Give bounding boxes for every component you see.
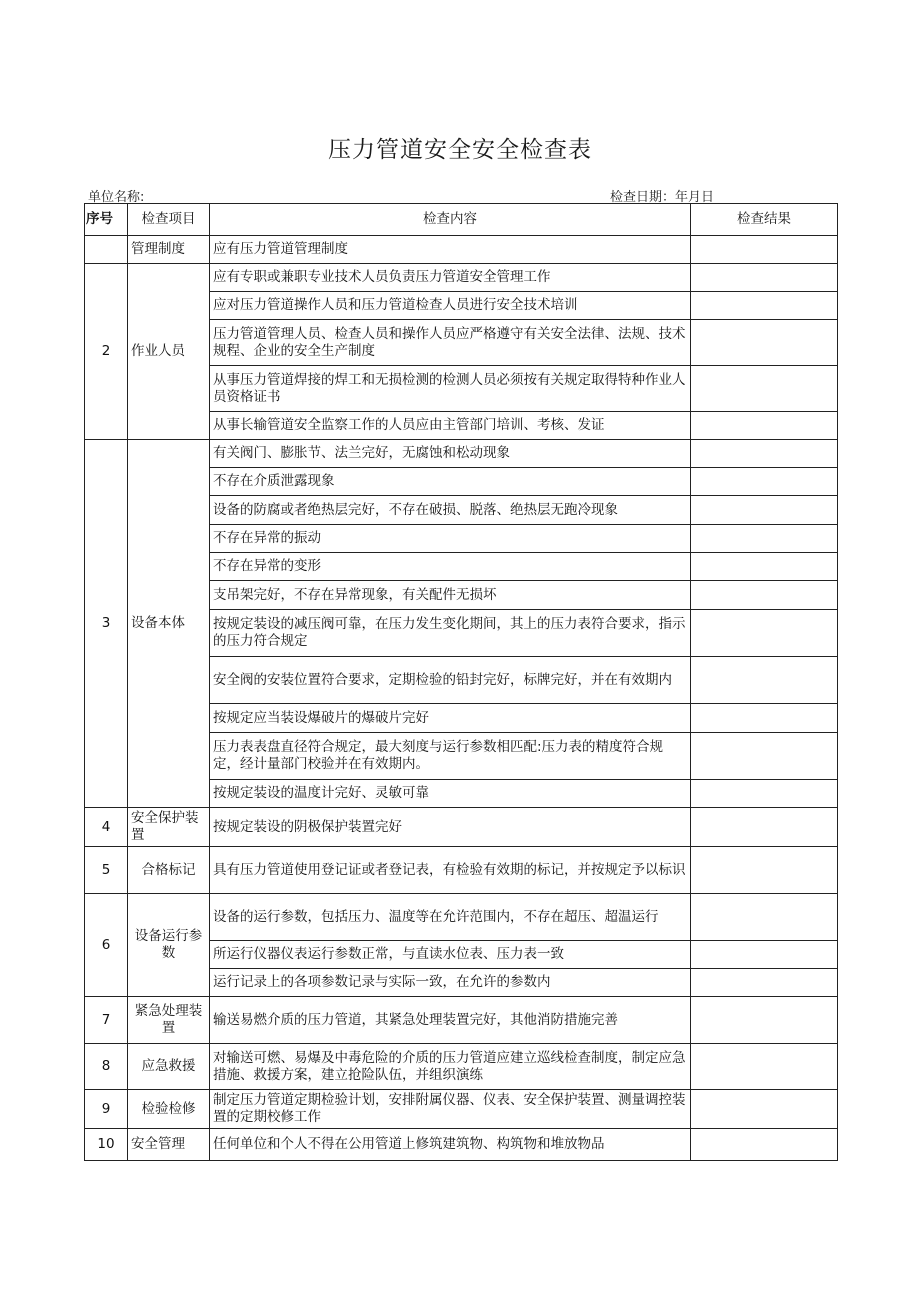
check-content: 制定压力管道定期检验计划，安排附属仪器、仪表、安全保护装置、测量调控装置的定期校修工作 (210, 1090, 691, 1129)
check-result-cell[interactable] (691, 320, 838, 366)
check-content: 输送易燃介质的压力管道，其紧急处理装置完好，其他消防措施完善 (210, 997, 691, 1044)
check-result-cell[interactable] (691, 704, 838, 733)
inspection-date-label: 检查日期：年月日 (610, 190, 715, 205)
check-result-cell[interactable] (691, 780, 838, 808)
section-item: 管理制度 (128, 236, 210, 264)
check-content: 应有压力管道管理制度 (210, 236, 691, 264)
section-number: 7 (85, 997, 128, 1044)
check-content: 不存在异常的振动 (210, 525, 691, 553)
check-content: 支吊架完好，不存在异常现象，有关配件无损坏 (210, 581, 691, 610)
check-result-cell[interactable] (691, 808, 838, 847)
check-content: 运行记录上的各项参数记录与实际一致，在允许的参数内 (210, 969, 691, 997)
header-row (85, 204, 838, 236)
check-content: 不存在介质泄露现象 (210, 468, 691, 496)
check-content: 按规定装设的温度计完好、灵敏可靠 (210, 780, 691, 808)
header-no: 序号 (85, 204, 128, 236)
table-row (85, 847, 838, 894)
section-number: 9 (85, 1090, 128, 1129)
check-content: 对输送可燃、易爆及中毒危险的介质的压力管道应建立巡线检查制度，制定应急措施、救援方案，建立抢险队伍，并组织演练 (210, 1044, 691, 1090)
check-result-cell[interactable] (691, 847, 838, 894)
section-number: 10 (85, 1129, 128, 1161)
inspection-table (84, 203, 838, 1161)
check-content: 任何单位和个人不得在公用管道上修筑建筑物、构筑物和堆放物品 (210, 1129, 691, 1161)
check-content: 压力表表盘直径符合规定，最大刻度与运行参数相匹配:压力表的精度符合规定，经计量部门校验并在有效期内。 (210, 733, 691, 780)
table-row (85, 1044, 838, 1090)
section-number: 2 (85, 264, 128, 440)
section-item: 设备运行参数 (128, 894, 210, 997)
check-result-cell[interactable] (691, 969, 838, 997)
check-result-cell[interactable] (691, 941, 838, 969)
section-item: 安全保护装置 (128, 808, 210, 847)
table-row (85, 236, 838, 264)
section-item: 检验检修 (128, 1090, 210, 1129)
check-result-cell[interactable] (691, 581, 838, 610)
table-row (85, 1129, 838, 1161)
header-result: 检查结果 (691, 204, 838, 236)
table-row (85, 264, 838, 292)
check-result-cell[interactable] (691, 1090, 838, 1129)
section-item: 紧急处理装置 (128, 997, 210, 1044)
check-result-cell[interactable] (691, 553, 838, 581)
check-result-cell[interactable] (691, 366, 838, 412)
check-result-cell[interactable] (691, 496, 838, 525)
section-number (85, 236, 128, 264)
section-item: 应急救援 (128, 1044, 210, 1090)
check-result-cell[interactable] (691, 657, 838, 704)
section-number: 4 (85, 808, 128, 847)
check-content: 所运行仪器仪表运行参数正常，与直读水位表、压力表一致 (210, 941, 691, 969)
check-result-cell[interactable] (691, 1129, 838, 1161)
table-row (85, 808, 838, 847)
check-result-cell[interactable] (691, 733, 838, 780)
check-result-cell[interactable] (691, 894, 838, 941)
header-item: 检查项目 (128, 204, 210, 236)
section-number: 5 (85, 847, 128, 894)
check-content: 压力管道管理人员、检查人员和操作人员应严格遵守有关安全法律、法规、技术规程、企业的安全生产制度 (210, 320, 691, 366)
section-item: 合格标记 (128, 847, 210, 894)
check-result-cell[interactable] (691, 440, 838, 468)
check-result-cell[interactable] (691, 468, 838, 496)
section-number: 8 (85, 1044, 128, 1090)
unit-name-label: 单位名称: (88, 190, 145, 205)
check-content: 设备的运行参数，包括压力、温度等在允许范围内，不存在超压、超温运行 (210, 894, 691, 941)
table-row (85, 1090, 838, 1129)
check-content: 按规定装设的减压阀可靠，在压力发生变化期间，其上的压力表符合要求，指示的压力符合规定 (210, 610, 691, 657)
header-content: 检查内容 (210, 204, 691, 236)
check-result-cell[interactable] (691, 292, 838, 320)
check-result-cell[interactable] (691, 997, 838, 1044)
table-row (85, 894, 838, 941)
section-item: 设备本体 (128, 440, 210, 808)
check-result-cell[interactable] (691, 610, 838, 657)
section-item: 作业人员 (128, 264, 210, 440)
check-content: 安全阀的安装位置符合要求，定期检验的铅封完好，标牌完好，并在有效期内 (210, 657, 691, 704)
check-content: 不存在异常的变形 (210, 553, 691, 581)
check-result-cell[interactable] (691, 525, 838, 553)
page-title: 压力管道安全安全检查表 (328, 137, 592, 163)
section-number: 3 (85, 440, 128, 808)
check-content: 具有压力管道使用登记证或者登记表，有检验有效期的标记，并按规定予以标识 (210, 847, 691, 894)
check-content: 从事长输管道安全监察工作的人员应由主管部门培训、考核、发证 (210, 412, 691, 440)
check-result-cell[interactable] (691, 264, 838, 292)
check-content: 应对压力管道操作人员和压力管道检查人员进行安全技术培训 (210, 292, 691, 320)
check-content: 按规定装设的阴极保护装置完好 (210, 808, 691, 847)
check-result-cell[interactable] (691, 236, 838, 264)
check-content: 有关阀门、膨胀节、法兰完好，无腐蚀和松动现象 (210, 440, 691, 468)
section-number: 6 (85, 894, 128, 997)
section-item: 安全管理 (128, 1129, 210, 1161)
check-result-cell[interactable] (691, 412, 838, 440)
check-content: 应有专职或兼职专业技术人员负责压力管道安全管理工作 (210, 264, 691, 292)
check-content: 设备的防腐或者绝热层完好，不存在破损、脱落、绝热层无跑冷现象 (210, 496, 691, 525)
check-result-cell[interactable] (691, 1044, 838, 1090)
check-content: 从事压力管道焊接的焊工和无损检测的检测人员必须按有关规定取得特种作业人员资格证书 (210, 366, 691, 412)
check-content: 按规定应当装设爆破片的爆破片完好 (210, 704, 691, 733)
table-row (85, 997, 838, 1044)
table-row (85, 440, 838, 468)
